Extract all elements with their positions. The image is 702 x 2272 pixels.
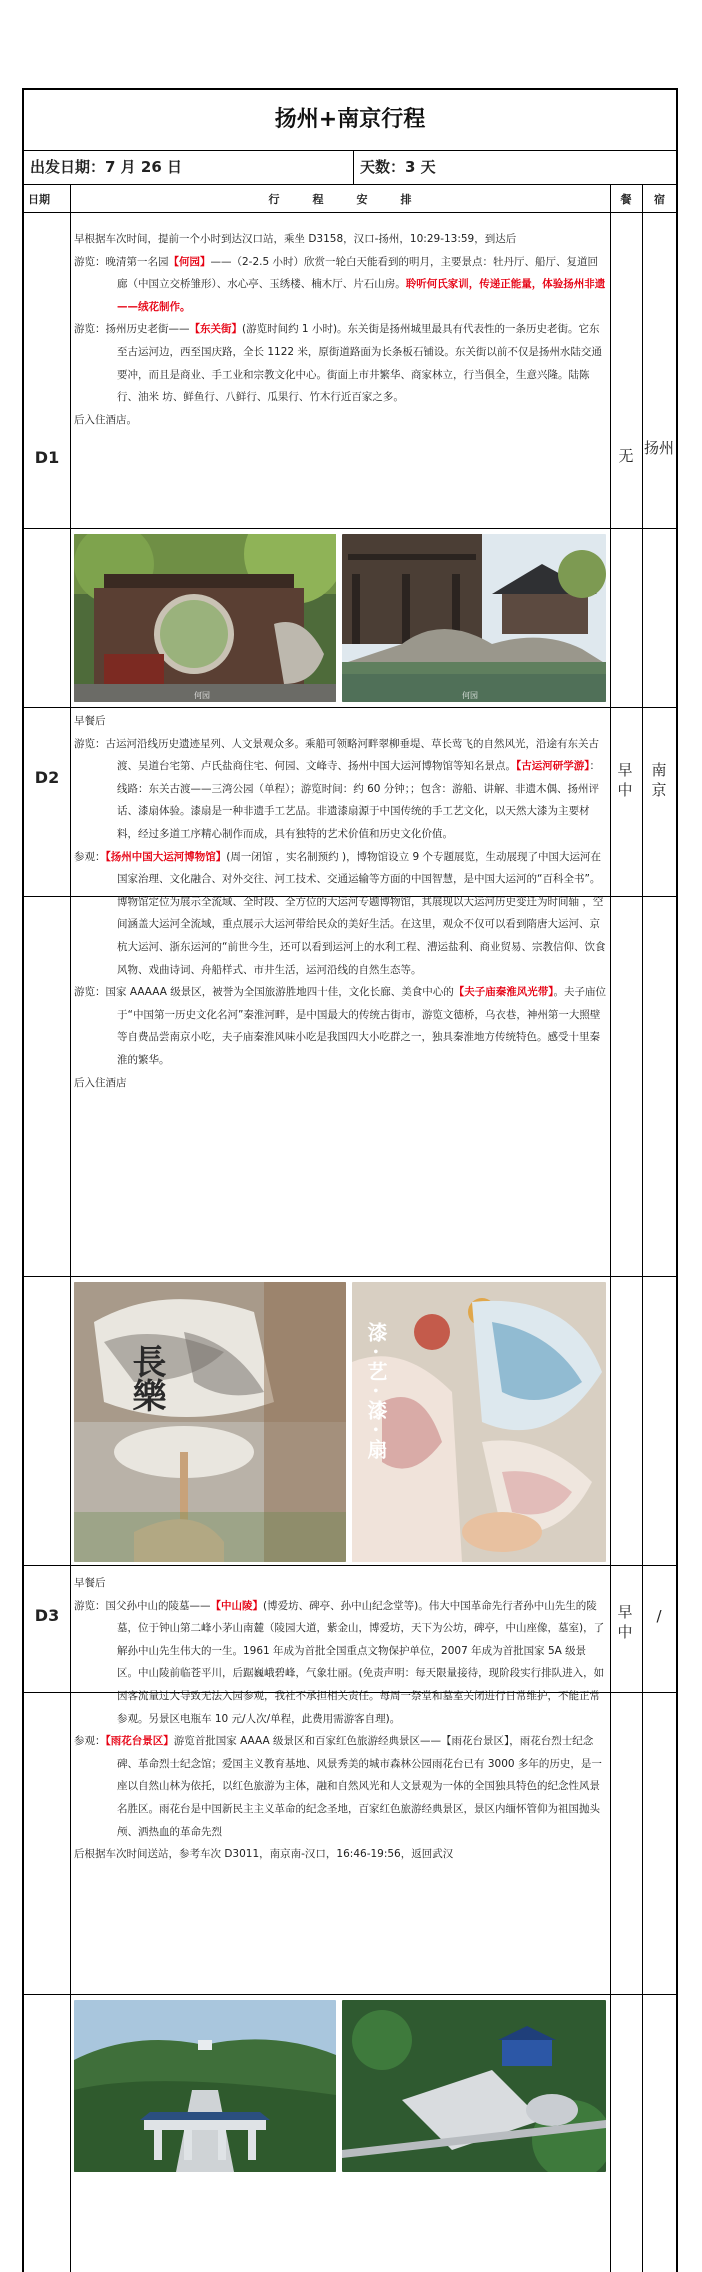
d2-fuzimiao-paragraph xyxy=(74,981,606,1071)
d1-heyuan-intro: 游览：晚清第一名园 xyxy=(74,255,169,268)
photo-lacquer-fan-changle xyxy=(74,1282,346,1562)
d3-return-text: 后根据车次时间送站，参考车次 D3011，南京南-汉口，16:46-19:56，返回武汉 xyxy=(74,1848,454,1861)
d1-heyuan-name: 【何园】 xyxy=(168,255,211,268)
d3-yuhuatai-intro: 参观： xyxy=(74,1735,106,1748)
meal-d3: 早中 xyxy=(617,1603,633,1641)
d2-breakfast-text: 早餐后 xyxy=(74,715,106,727)
d1-itinerary xyxy=(74,228,606,431)
row-line-d2 xyxy=(24,707,676,708)
d1-dongguan-body: (游览时间约 1 小时)。东关街是扬州城里最具有代表性的一条历史老街。它东至古运河边，西至国庆路，全长 1122 米，原街道路面为长条板石铺设。东关街以前不仅是扬州水陆交通要冲，而且是商业、手工业和宗教文化中心。街面上市井繁华、商家林立，行当俱全，生意兴隆。陆陈行、油米 坊、鲜鱼行、八鲜行、瓜果行、竹木行近百家之多。 xyxy=(117,323,602,404)
d2-museum-name: 【扬州中国大运河博物馆】 xyxy=(105,850,227,863)
col-line-meal xyxy=(642,184,643,2272)
stay-d3: / xyxy=(656,1607,662,1625)
d1-dongguan-paragraph xyxy=(74,318,606,408)
d3-zhongshanling-name: 【中山陵】 xyxy=(210,1599,263,1612)
column-head-day: 日期 xyxy=(28,193,50,206)
itinerary-sheet xyxy=(22,88,678,2272)
photo-caption-1: 何园 xyxy=(194,691,210,700)
row-line-d3 xyxy=(24,1565,676,1566)
trip-days: 天数：3 天 xyxy=(360,158,436,176)
d3-breakfast-text: 早餐后 xyxy=(74,1577,106,1589)
page-title: 扬州+南京行程 xyxy=(274,107,426,132)
d3-itinerary xyxy=(74,1572,606,1866)
top-border xyxy=(24,88,676,90)
photo-zhongshanling xyxy=(74,2000,336,2172)
d1-heyuan-body: ——（2-2.5 小时）欣赏一轮白天能看到的明月，主要景点：牡丹厅、船厅、复道回廊（中国立交桥雏形）、水心亭、玉绣楼、楠木厅、片石山房。 xyxy=(117,255,599,291)
d1-heyuan-paragraph xyxy=(74,251,606,319)
photo-caption-2: 何园 xyxy=(462,691,478,700)
d3-zhongshanling-intro: 游览：国父孙中山的陵墓—— xyxy=(74,1599,211,1612)
d1-heyuan-highlight: 聆听何氏家训，传递正能量，体验扬州非遗——绒花制作。 xyxy=(117,278,606,313)
stay-d2: 南京 xyxy=(651,761,667,799)
d2-itinerary xyxy=(74,710,606,1094)
d2-museum-intro: 参观： xyxy=(74,850,106,863)
d2-museum-body: (周一闭馆 ，实名制预约 )，博物馆设立 9 个专题展览，生动展现了中国大运河在国家治理、文化融合、对外交往、河工技术、交通运输等方面的中国智慧，是中国大运河的“百科全书”。博物馆定位为展示全流域、全时段、全方位的大运河专题博物馆，其展现以大运河历史变迁为时间轴 ，空间涵盖大运河全流域，重点展示大运河带给民众的美好生活。在这里，观众不仅可以看到隋唐大运河、京杭大运河、浙东运河的“前世今生，还可以看到运河上的水利工程、漕运盐利、商业贸易、宗教信仰、饮食风物、戏曲诗词、舟船样式、市井生活，运河沿线的自然生态等。 xyxy=(117,850,606,976)
d2-fuzimiao-body: 。夫子庙位于“中国第一历史文化名河”秦淮河畔，是中国最大的传统古街市，游览文德桥，乌衣巷，神州第一大照壁等自费品尝南京小吃，夫子庙秦淮风味小吃是我国四大小吃群之一，独具秦淮地方传统特色。感受十里秦淮的繁华。 xyxy=(117,986,607,1066)
column-head-stay: 宿 xyxy=(654,193,665,206)
d2-fuzimiao-name: 【夫子庙秦淮风光带】 xyxy=(453,986,554,999)
fan-calligraphy-1: 長樂 xyxy=(126,1344,166,1412)
d2-canal-body: ：线路：东关古渡——三湾公园（单程）；游览时间：约 60 分钟；；包含：游船、讲解、非遗木偶、扬州评话、漆扇体验。漆扇是一种非遗手工艺品。非遗漆扇源于中国传统的手工艺文化，以天然大漆为主要材料，经过多道工序精心制作而成，具有独特的艺术价值和历史文化价值。 xyxy=(117,760,600,840)
d3-zhongshanling-body: (博爱坊、碑亭、孙中山纪念堂等)。伟大中国革命先行者孙中山先生的陵墓，位于钟山第二峰小茅山南麓（陵园大道，紫金山，博爱坊，天下为公坊，碑亭，中山座像，墓室)，了解孙中山先生伟大的一生。1961 年成为首批全国重点文物保护单位，2007 年成为首批国家 5A 级景区。中山陵前临苍平川，后踞巍峨碧峰，气象壮丽。(免责声明：每天限量接待，现阶段实行排队进入，如因客流量过大导致无法入园参观，我社不承担相关责任。每周一祭堂和墓室关闭进行日常维护，不能正常参观。另景区电瓶车 10 元/人次/单程，此费用需游客自理)。 xyxy=(117,1599,605,1725)
d2-hotel-text: 后入住酒店 xyxy=(74,1076,127,1089)
header-divider xyxy=(24,184,676,185)
column-head-divider xyxy=(24,212,676,213)
day-label-d1: D1 xyxy=(34,448,60,467)
fan-calligraphy-2: 漆·艺·漆·扇 xyxy=(364,1322,388,1465)
col-line-plan xyxy=(610,184,611,2272)
title-divider xyxy=(24,150,676,151)
d1-dongguan-name: 【东关街】 xyxy=(189,323,242,336)
photo-yuhuatai-aerial xyxy=(342,2000,606,2172)
row-line-d1-photo xyxy=(24,528,676,529)
d1-arrival-text: 早根据车次时间，提前一个小时到达汉口站，乘坐 D3158，汉口-扬州，10:29-13:59，到达后 xyxy=(74,233,517,245)
d3-yuhuatai-paragraph xyxy=(74,1730,606,1843)
row-line-d3-photo xyxy=(24,1994,676,1995)
column-head-meal: 餐 xyxy=(620,193,632,206)
day-label-d2: D2 xyxy=(34,768,60,787)
column-head-plan: 行 程 安 排 xyxy=(268,193,412,206)
stay-d1: 扬州 xyxy=(644,439,675,457)
meal-d2: 早中 xyxy=(617,761,633,799)
d1-hotel-text: 后入住酒店。 xyxy=(74,413,137,426)
d2-fuzimiao-intro: 游览：国家 AAAAA 级景区，被誉为全国旅游胜地四十佳，文化长廊、美食中心的 xyxy=(74,986,454,999)
d3-zhongshanling-paragraph xyxy=(74,1595,606,1731)
photo-heyuan-moon-gate xyxy=(74,534,336,702)
meal-d1: 无 xyxy=(618,447,634,465)
d3-yuhuatai-body: 游览首批国家 AAAA 级景区和百家红色旅游经典景区——【雨花台景区】，雨花台烈士纪念碑、革命烈士纪念馆；爱国主义教育基地、风景秀美的城市森林公园雨花台已有 3000 多年的历史，是一座以自然山林为依托，以红色旅游为主体，融和自然风光和人文景观为一体的全国独具特色的纪念性风景名胜区。雨花台是中国新民主主义革命的纪念圣地，百家红色旅游经典景区，景区内缅怀管仰为祖国抛头颅、洒热血的革命先烈 xyxy=(117,1735,602,1838)
d3-yuhuatai-name: 【雨花台景区】 xyxy=(105,1735,174,1748)
d1-dongguan-intro: 游览：扬州历史老街—— xyxy=(74,323,190,336)
d2-canal-intro: 游览：古运河沿线历史遗迹星列、人文景观众多。乘船可领略河畔翠柳垂堤、草长莺飞的自然风光，沿途有东关古渡、吴道台宅第、卢氏盐商住宅、何园、文峰寺、扬州中国大运河博物馆等知名景点。 xyxy=(74,737,599,773)
d2-canal-paragraph xyxy=(74,733,606,846)
row-line-d2-photo xyxy=(24,1276,676,1277)
photo-heyuan-pavilion xyxy=(342,534,606,702)
day-label-d3: D3 xyxy=(34,1606,60,1625)
d2-canal-tour-name: 【古运河研学游】 xyxy=(516,760,590,773)
d2-museum-paragraph xyxy=(74,846,606,982)
col-line-day xyxy=(70,184,71,2272)
header-vdivider xyxy=(353,150,354,184)
photo-lacquer-fan-workshop xyxy=(352,1282,606,1562)
departure-date: 出发日期：7 月 26 日 xyxy=(30,158,182,176)
